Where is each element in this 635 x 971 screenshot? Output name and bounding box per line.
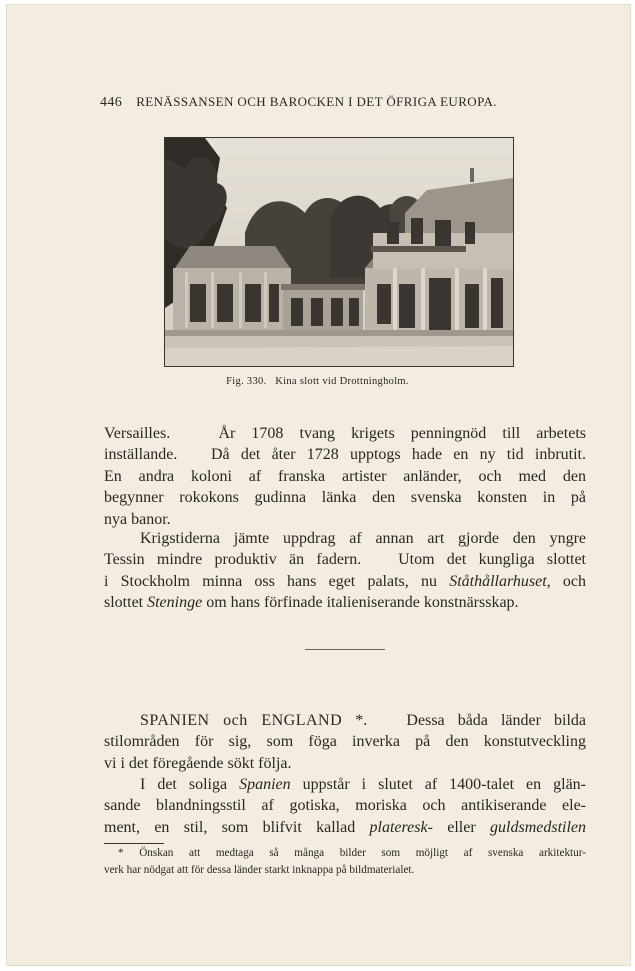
paragraph-tessin bbox=[104, 528, 586, 614]
section-spanien-england bbox=[104, 710, 586, 774]
italic-term: plateresk- bbox=[369, 818, 433, 836]
palace-illustration bbox=[165, 138, 513, 366]
text-line: nya banor. bbox=[104, 510, 171, 528]
text-line: inställande. Då det åter 1728 upptogs hade en ny tid inbrutit. bbox=[104, 446, 586, 464]
text-line bbox=[104, 592, 586, 613]
text-line bbox=[104, 774, 586, 795]
text-fragment: slottet bbox=[104, 594, 148, 612]
text-line: stilområden för sig, som föga inverka på den konstutveckling bbox=[104, 733, 586, 751]
text-line bbox=[104, 571, 586, 592]
text-line bbox=[104, 710, 586, 731]
footnote-marker: *. bbox=[355, 712, 368, 729]
section-heading: SPANIEN och ENGLAND bbox=[140, 712, 343, 729]
text-fragment: om hans förfinade italieniserande konstnärsskap. bbox=[202, 594, 519, 612]
text-fragment: ment, en stil, som blifvit kallad bbox=[104, 818, 370, 836]
text-line: begynner rokokons gudinna länka den svenska konsten in på bbox=[104, 489, 586, 507]
footnote-rule bbox=[104, 843, 164, 844]
footnote-line: * Önskan att medtaga så många bilder som möjligt af svenska arkitektur- bbox=[118, 847, 586, 859]
page-number: 446 bbox=[100, 95, 123, 110]
text-fragment: eller bbox=[432, 818, 491, 836]
text-line: En andra koloni af franska artister anländer, och med den bbox=[104, 467, 586, 485]
text-fragment: uppstår i slutet af 1400-talet en glän- bbox=[290, 776, 587, 793]
text-line: Krigstiderna jämte uppdrag af annan art gjorde den yngre bbox=[140, 530, 586, 547]
text-fragment: Dessa båda länder bilda bbox=[367, 712, 587, 729]
text-line: sande blandningsstil af gotiska, moriska och antikiserande ele- bbox=[104, 797, 586, 815]
italic-term: Steninge bbox=[147, 594, 203, 612]
running-title: RENÄSSANSEN OCH BAROCKEN I DET ÖFRIGA EUROPA. bbox=[136, 94, 497, 109]
section-divider bbox=[305, 649, 385, 650]
text-fragment: , och bbox=[546, 572, 586, 590]
text-fragment: I det soliga bbox=[140, 776, 240, 793]
italic-term: guldsmedstilen bbox=[490, 818, 587, 836]
text-line: vi i det föregående sökt följa. bbox=[104, 754, 292, 772]
paragraph-spanien bbox=[104, 774, 586, 838]
italic-term: Ståthållarhuset bbox=[449, 572, 547, 590]
text-fragment: i Stockholm minna oss hans eget palats, nu bbox=[104, 572, 450, 590]
footnote-line: verk har nödgat att för dessa länder starkt inknappa på bildmaterialet. bbox=[104, 864, 415, 876]
text-line: Versailles. År 1708 tvang krigets penningnöd till arbetets bbox=[104, 425, 586, 442]
figure-caption: Fig. 330. Kina slott vid Drottningholm. bbox=[226, 376, 409, 387]
paragraph-versailles bbox=[104, 423, 586, 530]
footnote bbox=[104, 845, 586, 879]
italic-term: Spanien bbox=[239, 776, 291, 793]
figure-photograph bbox=[164, 137, 514, 367]
text-line: Tessin mindre produktiv än fadern. Utom det kungliga slottet bbox=[104, 551, 586, 569]
text-line bbox=[104, 817, 586, 838]
running-header bbox=[100, 94, 565, 111]
